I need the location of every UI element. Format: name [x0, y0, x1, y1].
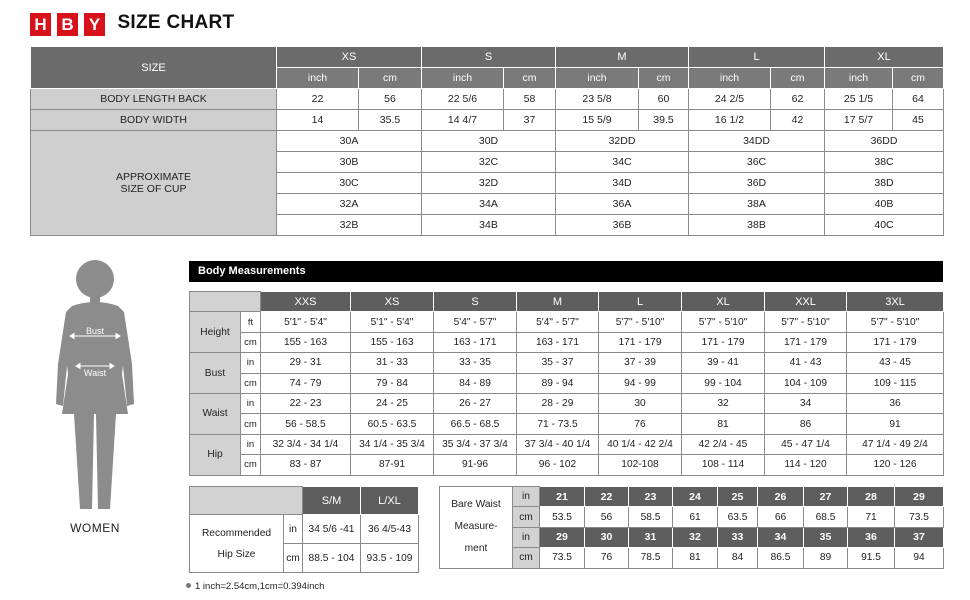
cell: 41 - 43 [765, 353, 847, 373]
cell: 114 - 120 [765, 455, 847, 475]
cell: 86.5 [758, 548, 804, 568]
cup-cell: 30D [422, 131, 556, 152]
cell: 23 5/8 [556, 89, 639, 110]
corner-cell [190, 487, 303, 515]
unit-cell: cm [284, 544, 303, 573]
group-label-height: Height [190, 312, 241, 353]
cell: 155 - 163 [261, 332, 351, 352]
table-row [440, 507, 944, 527]
unit-head: cm [893, 68, 944, 89]
cell: 94 [895, 548, 944, 568]
cell: 86 [765, 414, 847, 434]
cell: 28 - 29 [517, 393, 599, 413]
cell: 171 - 179 [599, 332, 682, 352]
cell: 15 5/9 [556, 110, 639, 131]
in-head: 33 [718, 527, 758, 547]
cup-label-line: SIZE OF CUP [120, 183, 187, 195]
size-head: 3XL [847, 292, 944, 312]
cell: 22 [277, 89, 359, 110]
brand-letter-h: H [30, 13, 51, 36]
table-row [190, 332, 944, 352]
cell: 84 [718, 548, 758, 568]
header [30, 12, 234, 36]
cell: 37 - 39 [599, 353, 682, 373]
cell: 45 - 47 1/4 [765, 434, 847, 454]
cell: 102-108 [599, 455, 682, 475]
cell: 5'7" - 5'10" [765, 312, 847, 332]
size-head-s: S [422, 47, 556, 68]
cell: 32 [682, 393, 765, 413]
unit-head: inch [277, 68, 359, 89]
cell: 94 - 99 [599, 373, 682, 393]
cell: 171 - 179 [682, 332, 765, 352]
cell: 61 [673, 507, 718, 527]
woman-figure-icon [50, 254, 140, 519]
cell: 64 [893, 89, 944, 110]
cell: 31 - 33 [351, 353, 434, 373]
size-head: XS [351, 292, 434, 312]
unit-cell: in [513, 527, 540, 547]
cell: 63.5 [718, 507, 758, 527]
cell: 109 - 115 [847, 373, 944, 393]
cell: 14 [277, 110, 359, 131]
unit-cell: in [513, 487, 540, 507]
cell: 91.5 [848, 548, 895, 568]
unit-cell: in [241, 434, 261, 454]
cup-cell: 34C [556, 152, 689, 173]
cell: 89 - 94 [517, 373, 599, 393]
cup-cell: 30C [277, 173, 422, 194]
bare-waist-label-line: ment [464, 543, 488, 555]
unit-head: inch [825, 68, 893, 89]
cup-cell: 36DD [825, 131, 944, 152]
cup-cell: 32C [422, 152, 556, 173]
cell: 34 1/4 - 35 3/4 [351, 434, 434, 454]
cell: 42 2/4 - 45 [682, 434, 765, 454]
table-row [190, 353, 944, 373]
cup-cell: 34D [556, 173, 689, 194]
cup-cell: 40B [825, 194, 944, 215]
unit-cell: cm [241, 455, 261, 475]
cup-cell: 30B [277, 152, 422, 173]
cell: 29 - 31 [261, 353, 351, 373]
unit-cell: in [241, 353, 261, 373]
cup-cell: 32D [422, 173, 556, 194]
in-head: 29 [540, 527, 585, 547]
cell: 84 - 89 [434, 373, 517, 393]
cell: 42 [771, 110, 825, 131]
cell: 163 - 171 [434, 332, 517, 352]
cell: 171 - 179 [847, 332, 944, 352]
unit-head: inch [689, 68, 771, 89]
cell: 79 - 84 [351, 373, 434, 393]
size-head: L [599, 292, 682, 312]
cup-cell: 36D [689, 173, 825, 194]
unit-cell: cm [513, 548, 540, 568]
cup-cell: 36B [556, 215, 689, 236]
cell: 120 - 126 [847, 455, 944, 475]
cell: 108 - 114 [682, 455, 765, 475]
cell: 32 3/4 - 34 1/4 [261, 434, 351, 454]
table-row [190, 373, 944, 393]
size-head: S/M [303, 487, 361, 515]
in-head: 24 [673, 487, 718, 507]
size-head-m: M [556, 47, 689, 68]
cell: 5'7" - 5'10" [599, 312, 682, 332]
cell: 5'1" - 5'4" [351, 312, 434, 332]
in-head: 34 [758, 527, 804, 547]
page-title: SIZE CHART [117, 12, 235, 33]
unit-head: cm [359, 68, 422, 89]
cell: 68.5 [804, 507, 848, 527]
corner-cell [190, 292, 261, 312]
size-head: M [517, 292, 599, 312]
cell: 74 - 79 [261, 373, 351, 393]
cell: 25 1/5 [825, 89, 893, 110]
cell: 22 - 23 [261, 393, 351, 413]
table-row [31, 89, 944, 110]
in-head: 32 [673, 527, 718, 547]
cup-size-label [31, 131, 277, 236]
cell: 35.5 [359, 110, 422, 131]
brand-letter-b: B [57, 13, 78, 36]
table-row [190, 414, 944, 434]
cell: 73.5 [895, 507, 944, 527]
cell: 163 - 171 [517, 332, 599, 352]
cell: 76 [599, 414, 682, 434]
cell: 36 4/5-43 [361, 515, 419, 544]
cup-cell: 38D [825, 173, 944, 194]
cell: 91-96 [434, 455, 517, 475]
table-row [31, 110, 944, 131]
table-row [440, 527, 944, 547]
conversion-note [186, 581, 324, 592]
unit-head: inch [422, 68, 504, 89]
cell: 81 [673, 548, 718, 568]
in-head: 21 [540, 487, 585, 507]
size-head-xl: XL [825, 47, 944, 68]
table-row [190, 515, 419, 544]
cell: 56 [585, 507, 629, 527]
size-corner: SIZE [31, 47, 277, 89]
cell: 56 [359, 89, 422, 110]
hip-label [190, 515, 284, 573]
cell: 47 1/4 - 49 2/4 [847, 434, 944, 454]
cell: 5'1" - 5'4" [261, 312, 351, 332]
cell: 81 [682, 414, 765, 434]
cell: 71 [848, 507, 895, 527]
cell: 83 - 87 [261, 455, 351, 475]
table-row [440, 548, 944, 568]
cell: 89 [804, 548, 848, 568]
cell: 39 - 41 [682, 353, 765, 373]
in-head: 23 [629, 487, 673, 507]
hip-label-line: Recommended [201, 527, 272, 539]
cell: 17 5/7 [825, 110, 893, 131]
unit-cell: cm [241, 332, 261, 352]
in-head: 30 [585, 527, 629, 547]
unit-cell: cm [241, 373, 261, 393]
cell: 99 - 104 [682, 373, 765, 393]
in-head: 28 [848, 487, 895, 507]
unit-cell: in [284, 515, 303, 544]
in-head: 31 [629, 527, 673, 547]
table-row [190, 393, 944, 413]
bust-label: Bust [85, 326, 104, 336]
cell: 66 [758, 507, 804, 527]
size-head-xs: XS [277, 47, 422, 68]
cell: 91 [847, 414, 944, 434]
unit-cell: ft [241, 312, 261, 332]
bare-waist-label [440, 487, 513, 569]
cell: 33 - 35 [434, 353, 517, 373]
unit-head: cm [771, 68, 825, 89]
group-label-waist: Waist [190, 393, 241, 434]
bare-waist-label-line: Measure- [454, 521, 498, 533]
bare-waist-table [439, 486, 944, 569]
cup-cell: 38C [825, 152, 944, 173]
size-head: XXL [765, 292, 847, 312]
cell: 62 [771, 89, 825, 110]
cell: 5'4" - 5'7" [434, 312, 517, 332]
cell: 43 - 45 [847, 353, 944, 373]
cell: 24 2/5 [689, 89, 771, 110]
cell: 104 - 109 [765, 373, 847, 393]
cell: 58 [504, 89, 556, 110]
brand-letter-y: Y [84, 13, 105, 36]
unit-cell: in [241, 393, 261, 413]
cell: 87-91 [351, 455, 434, 475]
conversion-note-text: 1 inch=2.54cm,1cm=0.394inch [195, 581, 325, 592]
unit-cell: cm [513, 507, 540, 527]
figure-caption: WOMEN [70, 521, 120, 535]
recommended-hip-table [189, 486, 419, 573]
cup-label-line: APPROXIMATE [115, 171, 192, 183]
size-head: XL [682, 292, 765, 312]
cell: 34 [765, 393, 847, 413]
table-row [440, 487, 944, 507]
cell: 26 - 27 [434, 393, 517, 413]
cell: 5'7" - 5'10" [682, 312, 765, 332]
cell: 88.5 - 104 [303, 544, 361, 573]
bare-waist-label-line: Bare Waist [451, 499, 501, 511]
in-head: 29 [895, 487, 944, 507]
cell: 78.5 [629, 548, 673, 568]
cell: 171 - 179 [765, 332, 847, 352]
cell: 30 [599, 393, 682, 413]
cell: 93.5 - 109 [361, 544, 419, 573]
cell: 5'7" - 5'10" [847, 312, 944, 332]
cell: 71 - 73.5 [517, 414, 599, 434]
cell: 37 3/4 - 40 1/4 [517, 434, 599, 454]
size-head-l: L [689, 47, 825, 68]
in-head: 25 [718, 487, 758, 507]
cup-cell: 38A [689, 194, 825, 215]
cell: 40 1/4 - 42 2/4 [599, 434, 682, 454]
cell: 76 [585, 548, 629, 568]
in-head: 26 [758, 487, 804, 507]
cell: 34 5/6 -41 [303, 515, 361, 544]
unit-cell: cm [241, 414, 261, 434]
cup-cell: 36C [689, 152, 825, 173]
table-row [190, 312, 944, 332]
table-row [190, 434, 944, 454]
in-head: 35 [804, 527, 848, 547]
cell: 58.5 [629, 507, 673, 527]
group-label-hip: Hip [190, 434, 241, 475]
cell: 96 - 102 [517, 455, 599, 475]
in-head: 27 [804, 487, 848, 507]
cell: 5'4" - 5'7" [517, 312, 599, 332]
cup-cell: 34DD [689, 131, 825, 152]
hip-label-line: Hip Size [217, 548, 256, 560]
cell: 45 [893, 110, 944, 131]
cup-cell: 34A [422, 194, 556, 215]
in-head: 37 [895, 527, 944, 547]
cup-cell: 36A [556, 194, 689, 215]
cup-cell: 40C [825, 215, 944, 236]
unit-head: inch [556, 68, 639, 89]
in-head: 22 [585, 487, 629, 507]
cell: 14 4/7 [422, 110, 504, 131]
cell: 16 1/2 [689, 110, 771, 131]
cell: 35 - 37 [517, 353, 599, 373]
cup-cell: 32A [277, 194, 422, 215]
size-head: XXS [261, 292, 351, 312]
cell: 60 [639, 89, 689, 110]
cup-cell: 34B [422, 215, 556, 236]
size-head: S [434, 292, 517, 312]
group-label-bust: Bust [190, 353, 241, 394]
unit-head: cm [504, 68, 556, 89]
cell: 155 - 163 [351, 332, 434, 352]
cup-cell: 32DD [556, 131, 689, 152]
cell: 37 [504, 110, 556, 131]
cell: 73.5 [540, 548, 585, 568]
cell: 24 - 25 [351, 393, 434, 413]
cup-cell: 30A [277, 131, 422, 152]
cup-cell: 32B [277, 215, 422, 236]
size-head: L/XL [361, 487, 419, 515]
garment-size-table [30, 46, 944, 236]
row-label: BODY WIDTH [31, 110, 277, 131]
cell: 22 5/6 [422, 89, 504, 110]
cell: 60.5 - 63.5 [351, 414, 434, 434]
cell: 66.5 - 68.5 [434, 414, 517, 434]
cell: 35 3/4 - 37 3/4 [434, 434, 517, 454]
waist-label: Waist [83, 368, 107, 378]
body-measurements-table [189, 291, 944, 476]
row-label: BODY LENGTH BACK [31, 89, 277, 110]
cell: 36 [847, 393, 944, 413]
cell: 53.5 [540, 507, 585, 527]
unit-head: cm [639, 68, 689, 89]
body-measurements-banner: Body Measurements [189, 261, 943, 282]
in-head: 36 [848, 527, 895, 547]
cell: 39.5 [639, 110, 689, 131]
cup-cell: 38B [689, 215, 825, 236]
table-row [31, 131, 944, 152]
cell: 56 - 58.5 [261, 414, 351, 434]
table-row [190, 455, 944, 475]
bullet-icon [186, 583, 191, 588]
